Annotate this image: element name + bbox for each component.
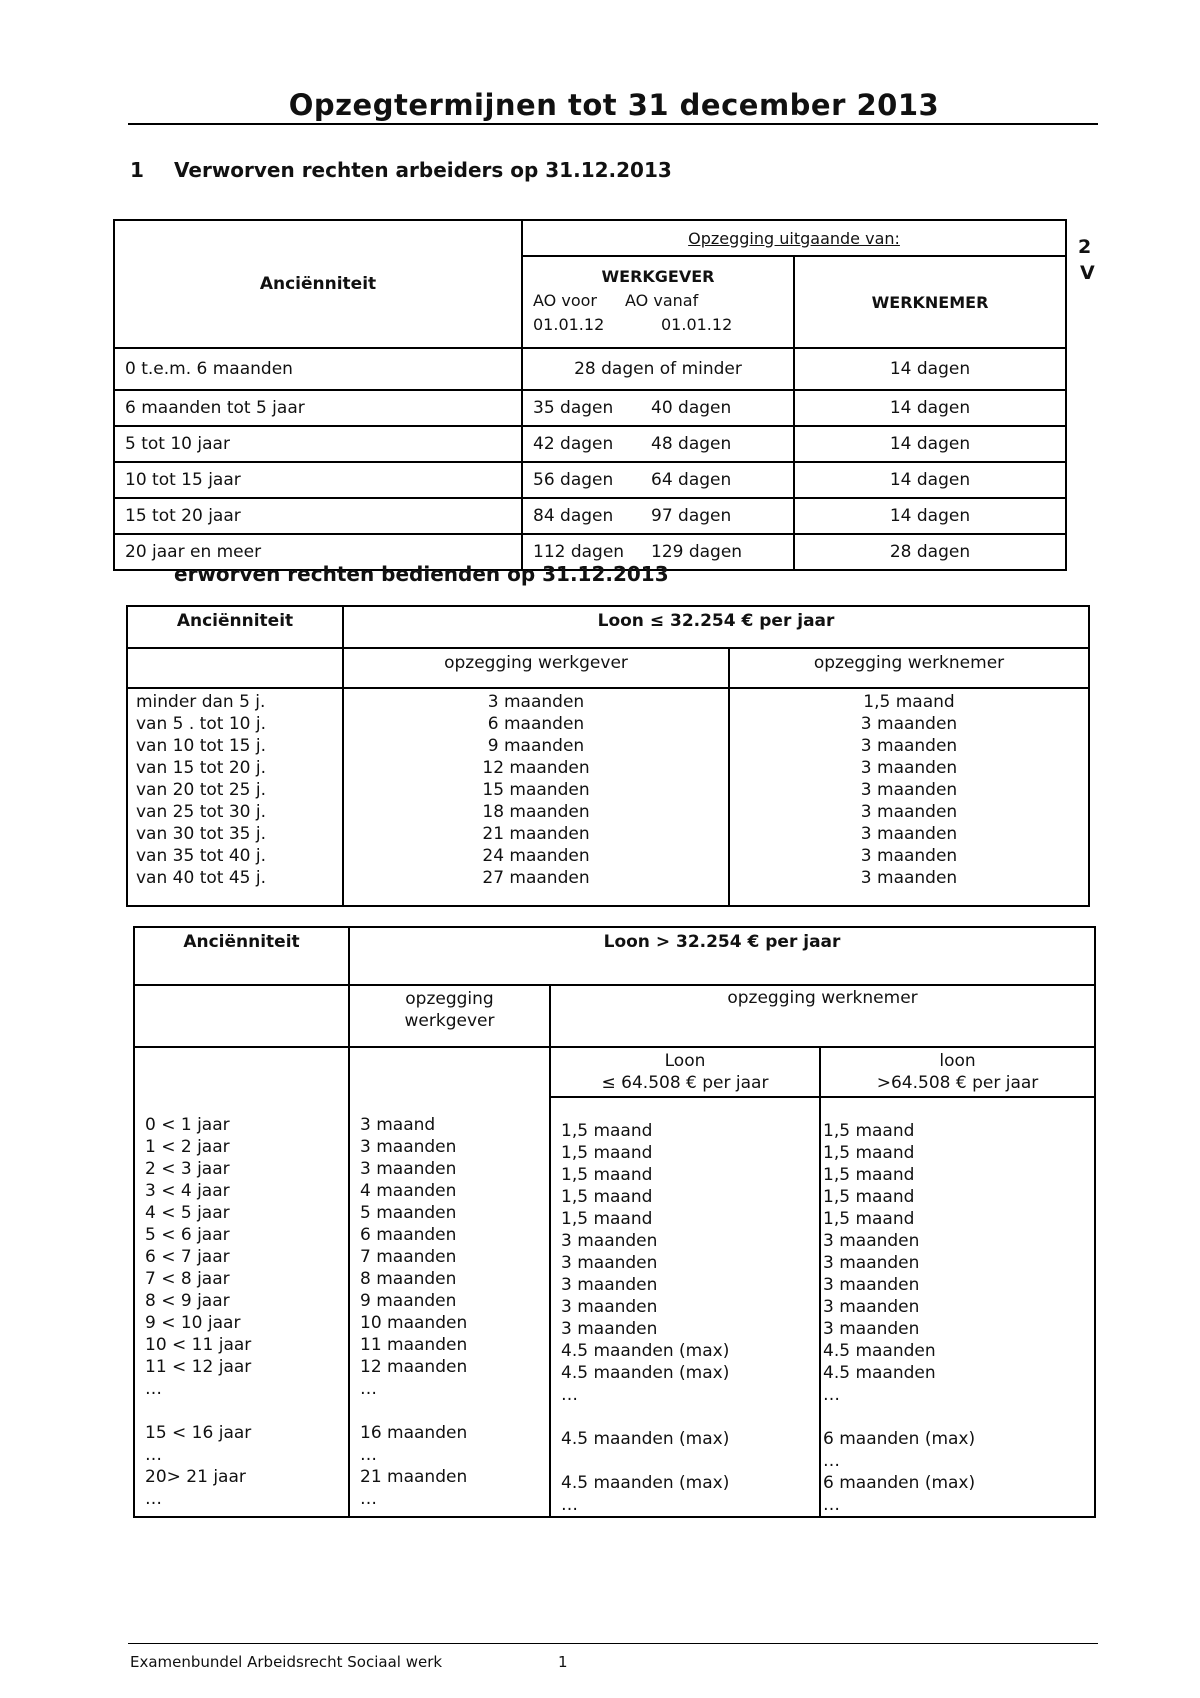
list-item: 3 maanden xyxy=(860,802,958,822)
list-item: 3 maanden xyxy=(860,846,958,866)
list-item: … xyxy=(561,1495,578,1515)
list-item xyxy=(561,1406,819,1428)
list-item: 4 maanden xyxy=(360,1181,457,1201)
table-row-werknemer: 14 dagen xyxy=(794,348,1066,390)
list-item: 24 maanden xyxy=(482,846,590,866)
list-item: minder dan 5 j. xyxy=(136,692,266,712)
wg-ao-vanaf-value: 40 dagen xyxy=(651,398,732,418)
list-item xyxy=(823,1406,1094,1428)
table-arbeiders xyxy=(113,219,1067,571)
table-row-werkgever xyxy=(522,498,794,534)
list-item: 6 maanden (max) xyxy=(823,1429,976,1449)
list-item: 3 maanden xyxy=(561,1275,658,1295)
table-bedienden-loon-hoog xyxy=(133,926,1096,1518)
header-line: ≤ 64.508 € per jaar xyxy=(601,1073,769,1093)
list-item: 3 maanden xyxy=(823,1253,920,1273)
list-item: 4.5 maanden xyxy=(823,1363,936,1383)
page-title: Opzegtermijnen tot 31 december 2013 xyxy=(288,88,940,122)
wg-ao-vanaf-value: 48 dagen xyxy=(651,434,732,454)
list-item: 6 maanden xyxy=(360,1225,457,1245)
table-row-ancien: 0 t.e.m. 6 maanden xyxy=(114,348,522,390)
empty-header-cell xyxy=(134,985,349,1047)
list-item: 0 < 1 jaar xyxy=(145,1115,230,1135)
anciennity-list xyxy=(134,1047,349,1517)
header-line: >64.508 € per jaar xyxy=(876,1073,1039,1093)
list-item: 4.5 maanden (max) xyxy=(561,1429,730,1449)
list-item xyxy=(145,1400,348,1422)
table-row-werkgever xyxy=(522,390,794,426)
header-loon: Loon ≤ 32.254 € per jaar xyxy=(343,606,1089,648)
list-item: 3 maanden xyxy=(561,1231,658,1251)
list-item: 3 maanden xyxy=(860,824,958,844)
list-item: 18 maanden xyxy=(482,802,590,822)
list-item: 27 maanden xyxy=(482,868,590,888)
list-item: 8 < 9 jaar xyxy=(145,1291,230,1311)
list-item: … xyxy=(360,1379,377,1399)
list-item: 15 < 16 jaar xyxy=(145,1423,252,1443)
list-item: van 30 tot 35 j. xyxy=(136,824,266,844)
table-row-werknemer: 28 dagen xyxy=(794,534,1066,570)
ao-vanaf-date: 01.01.12 xyxy=(661,315,733,334)
header-line: Loon xyxy=(664,1051,706,1071)
list-item: 5 < 6 jaar xyxy=(145,1225,230,1245)
list-item: 3 maand xyxy=(360,1115,436,1135)
footer-divider xyxy=(128,1643,1098,1644)
list-item: van 40 tot 45 j. xyxy=(136,868,266,888)
list-item: 4.5 maanden (max) xyxy=(561,1341,730,1361)
list-item: 9 maanden xyxy=(360,1291,457,1311)
list-item: 1,5 maand xyxy=(561,1209,653,1229)
section1-number: 1 xyxy=(130,158,144,182)
list-item: … xyxy=(823,1451,840,1471)
table-row-werkgever xyxy=(522,426,794,462)
list-item: 16 maanden xyxy=(360,1423,468,1443)
list-item: 3 maanden xyxy=(860,780,958,800)
list-item: 12 maanden xyxy=(360,1357,468,1377)
header-werknemer: WERKNEMER xyxy=(794,256,1066,348)
ao-voor-label: AO voor xyxy=(533,291,597,310)
list-item: van 35 tot 40 j. xyxy=(136,846,266,866)
list-item xyxy=(360,1400,549,1422)
list-item: 6 < 7 jaar xyxy=(145,1247,230,1267)
wg-ao-voor-value: 35 dagen xyxy=(533,398,614,418)
list-item: 1,5 maand xyxy=(561,1121,653,1141)
list-item: 3 maanden xyxy=(360,1137,457,1157)
section1-heading: Verworven rechten arbeiders op 31.12.2013 xyxy=(174,158,672,182)
list-item: 1,5 maand xyxy=(823,1187,915,1207)
list-item: … xyxy=(145,1379,162,1399)
wg-ao-voor-value: 42 dagen xyxy=(533,434,614,454)
header-opzegging-werkgever xyxy=(349,985,550,1047)
list-item: 4.5 maanden (max) xyxy=(561,1473,730,1493)
title-underline xyxy=(128,123,1098,125)
list-item: 1 < 2 jaar xyxy=(145,1137,230,1157)
list-item: 6 maanden xyxy=(487,714,585,734)
list-item: … xyxy=(561,1385,578,1405)
wg-ao-vanaf-value: 64 dagen xyxy=(651,470,732,490)
list-item: 3 maanden xyxy=(360,1159,457,1179)
list-item: 3 maanden xyxy=(823,1297,920,1317)
list-item: 11 < 12 jaar xyxy=(145,1357,252,1377)
table-row-werknemer: 14 dagen xyxy=(794,426,1066,462)
list-item: 21 maanden xyxy=(360,1467,468,1487)
list-item: 4.5 maanden xyxy=(823,1341,936,1361)
header-anciennity: Anciënniteit xyxy=(127,606,343,648)
list-item: van 20 tot 25 j. xyxy=(136,780,266,800)
werkgever-list xyxy=(349,1047,550,1517)
list-item: 11 maanden xyxy=(360,1335,468,1355)
list-item: 1,5 maand xyxy=(823,1121,915,1141)
werkgever-list xyxy=(343,688,729,906)
ao-vanaf-label: AO vanaf xyxy=(625,291,699,310)
list-item: 15 maanden xyxy=(482,780,590,800)
header-anciennity: Anciënniteit xyxy=(134,927,349,985)
list-item: 3 < 4 jaar xyxy=(145,1181,230,1201)
table-row-werkgever xyxy=(522,462,794,498)
list-item: 9 < 10 jaar xyxy=(145,1313,241,1333)
list-item: 3 maanden xyxy=(487,692,585,712)
wg-ao-vanaf-value: 129 dagen xyxy=(651,542,743,562)
list-item: … xyxy=(145,1489,162,1509)
header-loon-hoog xyxy=(820,1047,1095,1097)
list-item: 4.5 maanden (max) xyxy=(561,1363,730,1383)
header-opzegging-uitgaande: Opzegging uitgaande van: xyxy=(522,220,1066,256)
list-item: 1,5 maand xyxy=(823,1209,915,1229)
header-line: opzegging xyxy=(405,989,494,1009)
table-row-ancien: 20 jaar en meer xyxy=(114,534,522,570)
edge-mark-v: V xyxy=(1080,262,1095,284)
table-row-ancien: 5 tot 10 jaar xyxy=(114,426,522,462)
list-item: 1,5 maand xyxy=(863,692,955,712)
list-item: van 5 . tot 10 j. xyxy=(136,714,266,734)
werknemer-hoog-items xyxy=(823,1098,1094,1516)
table-row-ancien: 15 tot 20 jaar xyxy=(114,498,522,534)
header-loon-laag xyxy=(550,1047,820,1097)
list-item: 20> 21 jaar xyxy=(145,1467,246,1487)
list-item: … xyxy=(823,1495,840,1515)
list-item: … xyxy=(360,1445,377,1465)
list-item: 5 maanden xyxy=(360,1203,457,1223)
header-anciennity: Anciënniteit xyxy=(114,220,522,348)
header-werkgever xyxy=(522,256,794,348)
table-row-werknemer: 14 dagen xyxy=(794,390,1066,426)
list-item: 6 maanden (max) xyxy=(823,1473,976,1493)
list-item: 21 maanden xyxy=(482,824,590,844)
list-item: 3 maanden xyxy=(823,1319,920,1339)
page-number: 1 xyxy=(558,1653,568,1671)
list-item xyxy=(561,1450,819,1472)
list-item: van 15 tot 20 j. xyxy=(136,758,266,778)
list-item: 3 maanden xyxy=(860,758,958,778)
list-item: 3 maanden xyxy=(860,736,958,756)
header-line: loon xyxy=(939,1051,976,1071)
table-row-ancien: 6 maanden tot 5 jaar xyxy=(114,390,522,426)
wg-ao-voor-value: 112 dagen xyxy=(533,542,625,562)
list-item: 3 maanden xyxy=(823,1231,920,1251)
table-row-werknemer: 14 dagen xyxy=(794,462,1066,498)
list-item: 3 maanden xyxy=(561,1253,658,1273)
list-item: 2 < 3 jaar xyxy=(145,1159,230,1179)
werkgever-items xyxy=(360,1048,549,1510)
anciennity-items xyxy=(145,1048,348,1510)
table-bedienden-loon-laag xyxy=(126,605,1090,907)
list-item: 4 < 5 jaar xyxy=(145,1203,230,1223)
section2-heading: erworven rechten bedienden op 31.12.2013 xyxy=(174,562,669,586)
list-item: 1,5 maand xyxy=(823,1143,915,1163)
table-row-ancien: 10 tot 15 jaar xyxy=(114,462,522,498)
table-row-werknemer: 14 dagen xyxy=(794,498,1066,534)
list-item: 1,5 maand xyxy=(561,1143,653,1163)
list-item: 3 maanden xyxy=(823,1275,920,1295)
werknemer-list xyxy=(729,688,1089,906)
list-item: 1,5 maand xyxy=(561,1165,653,1185)
footer-title: Examenbundel Arbeidsrecht Sociaal werk xyxy=(130,1653,443,1671)
werknemer-hoog-list xyxy=(820,1097,1095,1517)
header-opzegging-werknemer: opzegging werknemer xyxy=(729,648,1089,688)
list-item: 3 maanden xyxy=(860,714,958,734)
header-opzegging-werknemer: opzegging werknemer xyxy=(550,985,1095,1047)
list-item: 3 maanden xyxy=(561,1297,658,1317)
list-item: 9 maanden xyxy=(487,736,585,756)
wg-ao-vanaf-value: 97 dagen xyxy=(651,506,732,526)
header-opzegging-werkgever: opzegging werkgever xyxy=(343,648,729,688)
empty-header-cell xyxy=(127,648,343,688)
werknemer-laag-items xyxy=(561,1098,819,1516)
list-item: van 25 tot 30 j. xyxy=(136,802,266,822)
werkgever-title: WERKGEVER xyxy=(601,267,715,286)
list-item: … xyxy=(823,1385,840,1405)
list-item: 3 maanden xyxy=(860,868,958,888)
list-item: 8 maanden xyxy=(360,1269,457,1289)
list-item: 3 maanden xyxy=(561,1319,658,1339)
wg-ao-voor-value: 84 dagen xyxy=(533,506,614,526)
anciennity-list xyxy=(127,688,343,906)
list-item: 10 maanden xyxy=(360,1313,468,1333)
list-item: 10 < 11 jaar xyxy=(145,1335,252,1355)
header-loon: Loon > 32.254 € per jaar xyxy=(349,927,1095,985)
list-item: 7 < 8 jaar xyxy=(145,1269,230,1289)
ao-voor-date: 01.01.12 xyxy=(533,315,605,334)
list-item: 1,5 maand xyxy=(823,1165,915,1185)
header-line: werkgever xyxy=(404,1011,495,1031)
table-row-werkgever: 28 dagen of minder xyxy=(522,348,794,390)
list-item: van 10 tot 15 j. xyxy=(136,736,266,756)
list-item: 7 maanden xyxy=(360,1247,457,1267)
edge-mark-2: 2 xyxy=(1078,236,1092,258)
list-item: 1,5 maand xyxy=(561,1187,653,1207)
list-item: 12 maanden xyxy=(482,758,590,778)
list-item: … xyxy=(360,1489,377,1509)
list-item: … xyxy=(145,1445,162,1465)
werknemer-laag-list xyxy=(550,1097,820,1517)
wg-ao-voor-value: 56 dagen xyxy=(533,470,614,490)
